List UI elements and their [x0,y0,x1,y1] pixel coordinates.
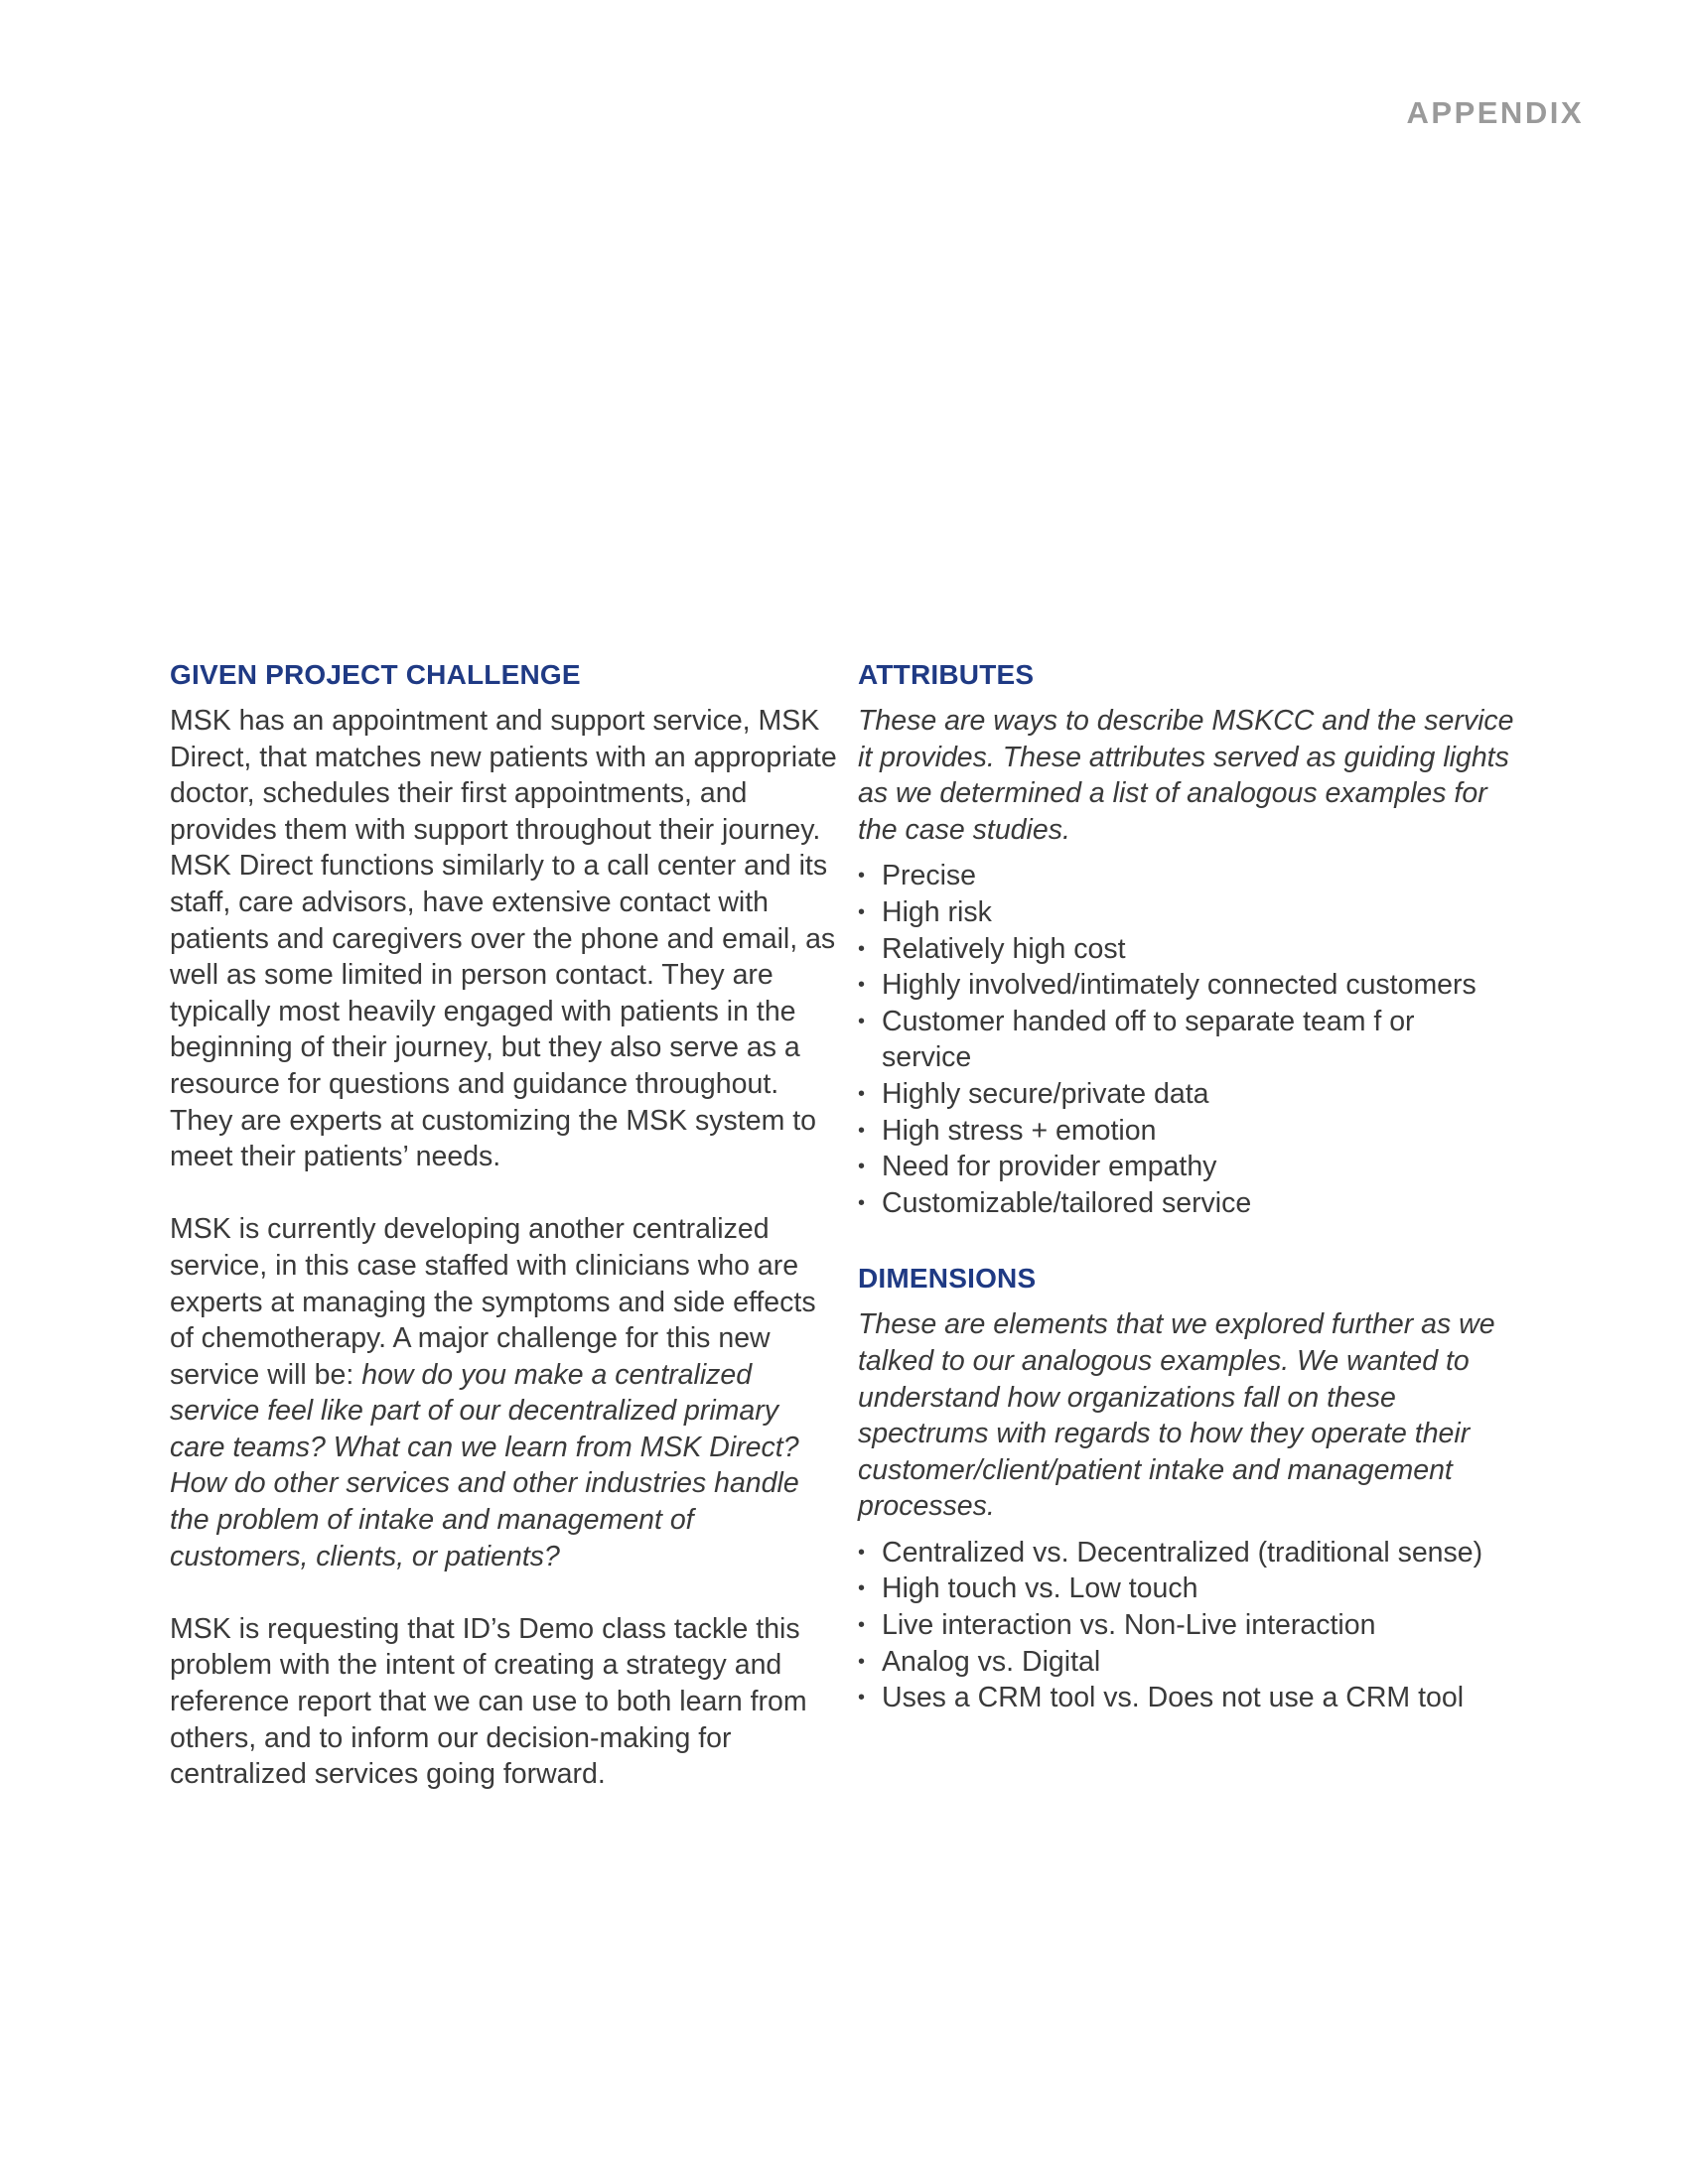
attributes-heading: ATTRIBUTES [858,659,1035,690]
bullet-icon: • [858,974,866,997]
attribute-item-label: Highly involved/intimately connected customers [882,969,1477,1002]
dimension-item [858,1644,1533,1681]
attribute-item-label: Customer handed off to separate team f or service [882,1005,1415,1074]
dimensions-intro: These are elements that we explored further as we talked to our analogous examples. We wanted to understand how organizations fall on these spectrums with regards to how they operate their customer/client/patient intake and management processes. [858,1308,1495,1523]
dimension-item-label: Live interaction vs. Non-Live interaction [882,1609,1376,1642]
attribute-item-label: Relatively high cost [882,932,1126,965]
challenge-paragraph-2 [170,1211,837,1574]
bullet-icon: • [858,900,866,923]
attribute-item [858,967,1533,1004]
bullet-icon: • [858,1614,866,1637]
dimension-item [858,1680,1533,1716]
attribute-item [858,1113,1533,1150]
dimension-item [858,1570,1533,1607]
bullet-icon: • [858,1577,866,1600]
attributes-list [858,858,1533,1221]
dimension-item-label: Centralized vs. Decentralized (traditional sense) [882,1536,1483,1569]
attribute-item-label: Need for provider empathy [882,1151,1217,1183]
bullet-icon: • [858,1010,866,1032]
attribute-item [858,1149,1533,1185]
bullet-icon: • [858,1191,866,1214]
challenge-paragraph-1: MSK has an appointment and support service, MSK Direct, that matches new patients with an appropriate doctor, schedules their first appointments, and provides them with support throughout their journey. MSK Direct functions similarly to a call center and its staff, care advisors, have extensive contact with patients and caregivers over the phone and email, as well as some limited in person contact. They are typically most heavily engaged with patients in the beginning of their journey, but they also serve as a resource for questions and guidance throughout. They are experts at customizing the MSK system to meet their patients’ needs. [170,705,837,1173]
challenge-questions: how do you make a centralized service feel like part of our decentralized primary care teams? What can we learn from MSK Direct? How do other services and other industries handle the problem of intake and management of customers, clients, or patients? [170,1358,799,1572]
bullet-icon: • [858,1687,866,1709]
dimension-item-label: Analog vs. Digital [882,1645,1101,1678]
attributes-column [858,657,1533,1716]
bullet-icon: • [858,937,866,960]
attribute-item-label: High risk [882,895,992,928]
challenge-column [170,657,837,1793]
challenge-paragraph-2-plain: MSK is currently developing another centralized service, in this case staffed with clinicians who are experts at managing the symptoms and side effects of chemotherapy. A major challenge for this new service will be: [170,1213,816,1391]
attribute-item [858,1076,1533,1113]
dimension-item [858,1607,1533,1644]
attribute-item [858,1004,1418,1076]
bullet-icon: • [858,865,866,887]
attribute-item-label: High stress + emotion [882,1114,1157,1147]
dimensions-heading: DIMENSIONS [858,1263,1037,1295]
attribute-item [858,858,1533,894]
attribute-item-label: Precise [882,860,977,892]
attributes-intro: These are ways to describe MSKCC and the service it provides. These attributes served as guiding lights as we determined a list of analogous examples for the case studies. [858,705,1514,846]
bullet-icon: • [858,1119,866,1142]
dimension-item [858,1535,1533,1571]
section-label: APPENDIX [1406,95,1584,130]
attribute-item [858,1185,1533,1222]
bullet-icon: • [858,1082,866,1105]
dimensions-list [858,1535,1533,1716]
attribute-item-label: Customizable/tailored service [882,1186,1252,1219]
attribute-item-label: Highly secure/private data [882,1077,1209,1110]
attribute-item [858,931,1533,968]
challenge-heading: GIVEN PROJECT CHALLENGE [170,659,581,690]
bullet-icon: • [858,1541,866,1564]
dimension-item-label: Uses a CRM tool vs. Does not use a CRM tool [882,1682,1465,1714]
bullet-icon: • [858,1156,866,1178]
bullet-icon: • [858,1650,866,1673]
attribute-item [858,894,1533,931]
dimension-item-label: High touch vs. Low touch [882,1572,1198,1605]
challenge-paragraph-3: MSK is requesting that ID’s Demo class tackle this problem with the intent of creating a strategy and reference report that we can use to both learn from others, and to inform our decision-making for centralized services going forward. [170,1612,807,1791]
